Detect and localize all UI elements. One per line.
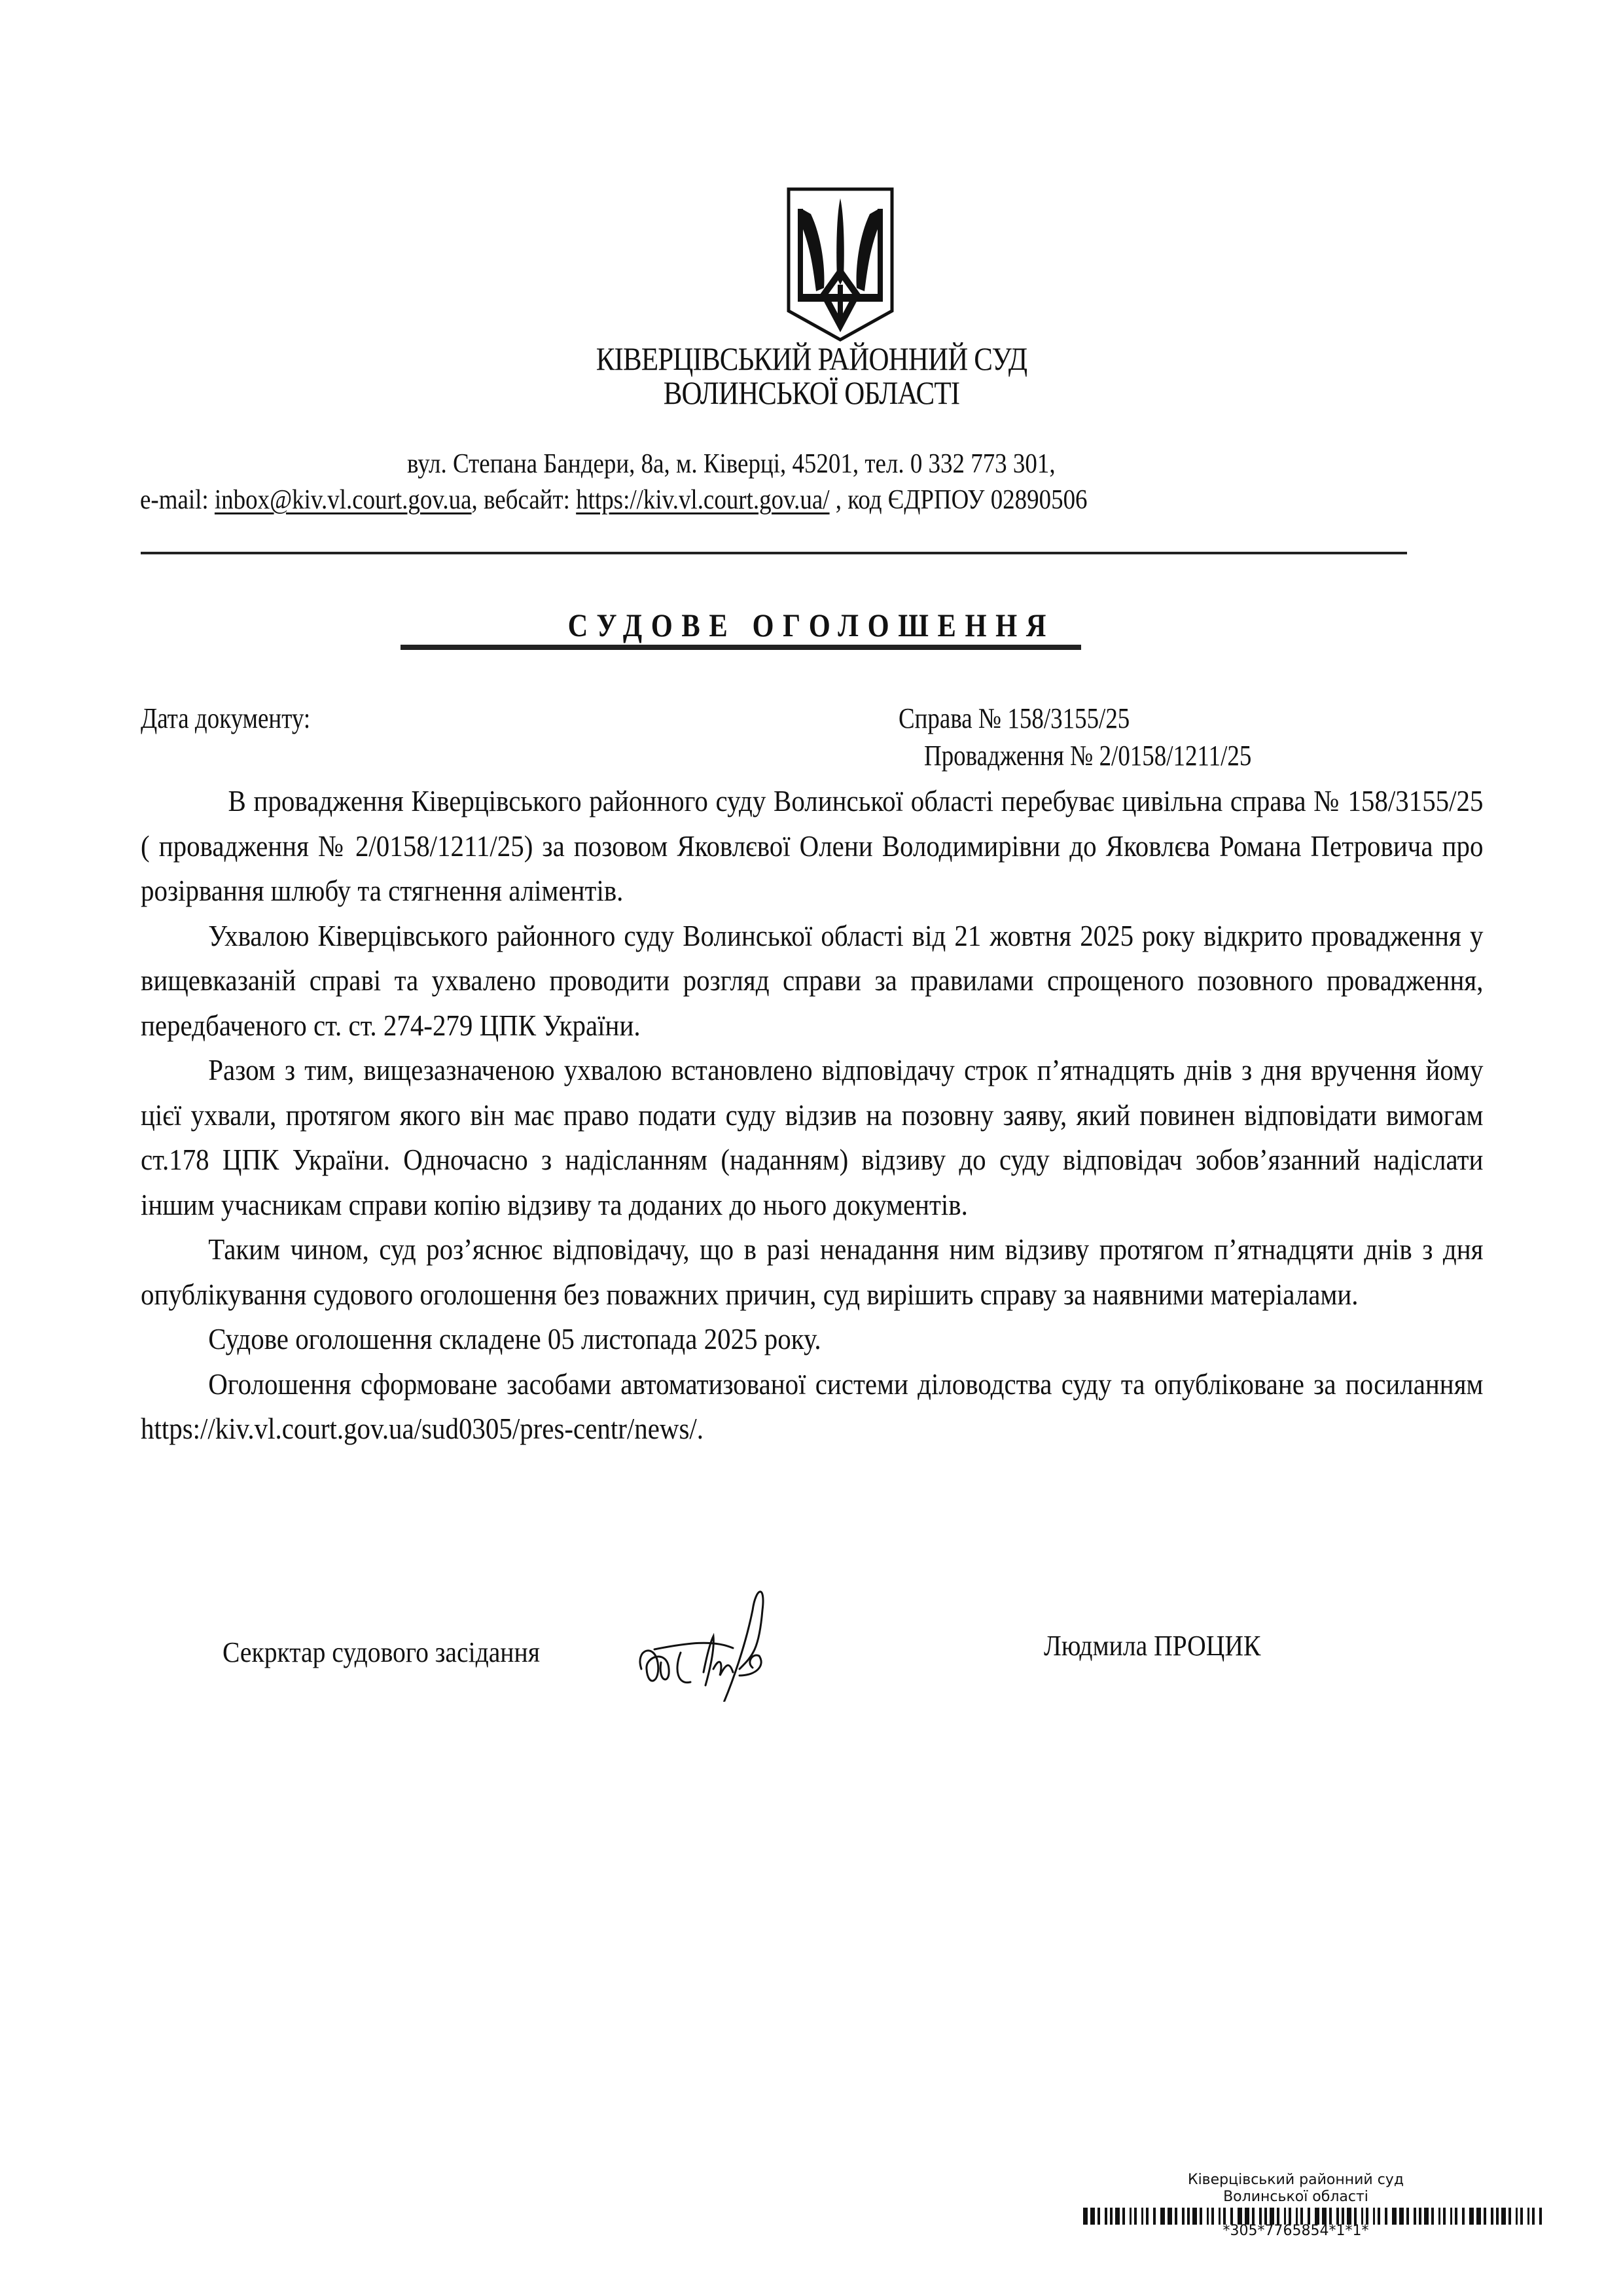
title-underline bbox=[401, 645, 1081, 650]
court-contacts bbox=[140, 484, 1088, 516]
website-label: , вебсайт: bbox=[471, 485, 577, 515]
website-link[interactable]: https://kiv.vl.court.gov.ua/ bbox=[576, 485, 830, 515]
barcode-number: *305*7765854*1*1* bbox=[1222, 2223, 1369, 2239]
case-number: Справа № 158/3155/25 bbox=[899, 702, 1130, 734]
document-title bbox=[0, 605, 1623, 645]
paragraph-publication: Оголошення сформоване засобами автоматизованої системи діловодства суду та опубліковане за посиланням https://kiv.vl.court.gov.ua/sud0305/pres-centr/news/. bbox=[141, 1367, 1484, 1445]
announcement-body bbox=[141, 779, 1483, 1452]
court-name-line1: КІВЕРЦІВСЬКИЙ РАЙОННИЙ СУД bbox=[596, 340, 1027, 377]
document-title-text: СУДОВЕ ОГОЛОШЕННЯ bbox=[567, 607, 1056, 643]
barcode-bar bbox=[1539, 2208, 1542, 2225]
court-address: вул. Степана Бандери, 8а, м. Ківерці, 45201, тел. 0 332 773 301, bbox=[407, 449, 1056, 479]
paragraph-case-info: В провадження Ківерцівського районного суду Волинської області перебуває цивільна справа № 158/3155/25 ( провадження № 2/0158/1211/25) за позовом Яковлєвої Олени Володимирівни до Яковлєва Романа Петровича про розірвання шлюбу та стягнення аліментів. bbox=[141, 784, 1484, 907]
signatory-role: Секрктар судового засідання bbox=[223, 1636, 540, 1668]
stamp-court-name: Ківерцівський районний суд bbox=[1187, 2172, 1404, 2188]
ukraine-coat-of-arms-icon bbox=[785, 187, 896, 344]
barcode-bar bbox=[1532, 2208, 1535, 2225]
paragraph-consequences: Таким чином, суд роз’яснює відповідачу, що в разі ненадання ним відзиву протягом п’ятнадцяти днів з дня опублікування судового оголошення без поважних причин, суд вирішить справу за наявними матеріалами. bbox=[141, 1232, 1484, 1311]
stamp-region: Волинської області bbox=[1223, 2189, 1368, 2205]
paragraph-response-deadline: Разом з тим, вищезазначеною ухвалою встановлено відповідачу строк п’ятнадцять днів з дня вручення йому цієї ухвали, протягом якого він має право подати суду відзив на позовну заяву, який повинен відповідати вимогам ст.178 ЦПК України. Одночасно з надісланням (наданням) відзиву до суду відповідач зобов’язанний надіслати іншим учасникам справи копію відзиву та доданих до нього документів. bbox=[141, 1053, 1484, 1221]
signatory-name: Людмила ПРОЦИК bbox=[1044, 1630, 1261, 1662]
paragraph-compiled-date: Судове оголошення складене 05 листопада 2025 року. bbox=[208, 1322, 821, 1355]
header-divider bbox=[141, 552, 1407, 554]
proceeding-number: Провадження № 2/0158/1211/25 bbox=[924, 740, 1252, 772]
edrpou-code: , код ЄДРПОУ 02890506 bbox=[829, 485, 1088, 515]
court-name-line2: ВОЛИНСЬКОЇ ОБЛАСТІ bbox=[663, 374, 960, 411]
handwritten-signature-icon bbox=[628, 1571, 785, 1702]
email-label: e-mail: bbox=[140, 485, 215, 515]
paragraph-ruling: Ухвалою Ківерцівського районного суду Волинської області від 21 жовтня 2025 року відкрито провадження у вищевказаній справі та ухвалено проводити розгляд справи за правилами спрощеного позовного провадження, передбаченого ст. ст. 274-279 ЦПК України. bbox=[141, 918, 1484, 1042]
email-link[interactable]: inbox@kiv.vl.court.gov.ua bbox=[214, 485, 472, 515]
document-date-label: Дата документу: bbox=[141, 702, 311, 734]
